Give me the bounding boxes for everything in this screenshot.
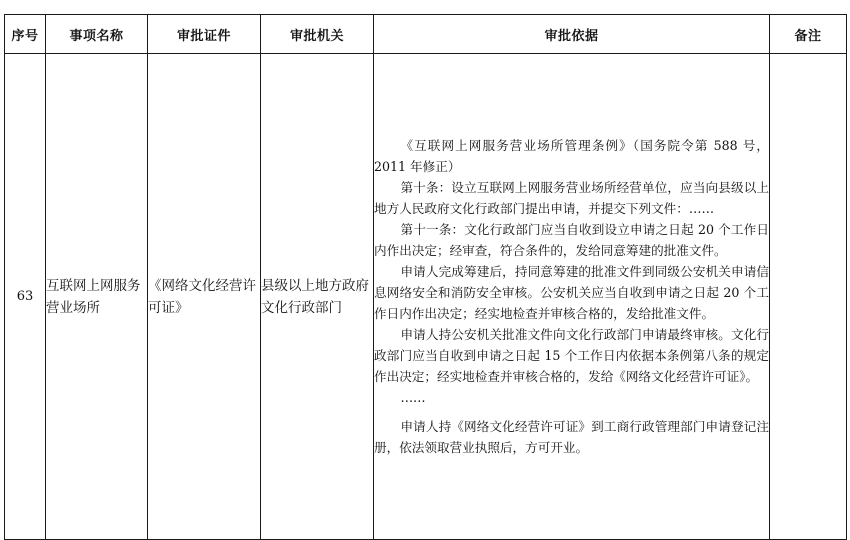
header-basis: 审批依据 [374, 15, 770, 54]
row-authority: 县级以上地方政府文化行政部门 [261, 54, 374, 540]
basis-paragraph: 《互联网上网服务营业场所管理条例》（国务院令第 588 号，2011 年修正） [374, 138, 769, 174]
header-certificate: 审批证件 [148, 15, 261, 54]
row-certificate: 《网络文化经营许可证》 [148, 54, 261, 540]
header-remarks: 备注 [770, 15, 847, 54]
basis-paragraph: 第十一条：文化行政部门应当自收到设立申请之日起 20 个工作日内作出决定；经审查，符合条件的，发给同意筹建的批准文件。 [374, 222, 769, 258]
row-basis [374, 54, 770, 540]
basis-paragraph: 第十条：设立互联网上网服务营业场所经营单位，应当向县级以上地方人民政府文化行政部门提出申请，并提交下列文件：…… [374, 180, 769, 216]
basis-paragraph: 申请人完成筹建后，持同意筹建的批准文件到同级公安机关申请信息网络安全和消防安全审核。公安机关应当自收到申请之日起 20 个工作日内作出决定；经实地检查并审核合格的，发给批准文件。 [374, 264, 769, 321]
basis-text-block [374, 135, 769, 458]
row-seq: 63 [5, 54, 46, 540]
basis-paragraph: 申请人持《网络文化经营许可证》到工商行政管理部门申请登记注册，依法领取营业执照后，方可开业。 [374, 419, 769, 455]
header-authority: 审批机关 [261, 15, 374, 54]
row-remarks [770, 54, 847, 540]
header-seq: 序号 [5, 15, 46, 54]
header-item-name: 事项名称 [46, 15, 148, 54]
table-row [5, 54, 847, 540]
basis-ellipsis: …… [400, 390, 426, 405]
basis-paragraph: 申请人持公安机关批准文件向文化行政部门申请最终审核。文化行政部门应当自收到申请之日起 15 个工作日内依据本条例第八条的规定作出决定；经实地检查并审核合格的，发给《网络文化经营许可证》。 [374, 327, 769, 384]
approval-table [4, 14, 847, 540]
row-item-name: 互联网上网服务营业场所 [46, 54, 148, 540]
table-header-row [5, 15, 847, 54]
